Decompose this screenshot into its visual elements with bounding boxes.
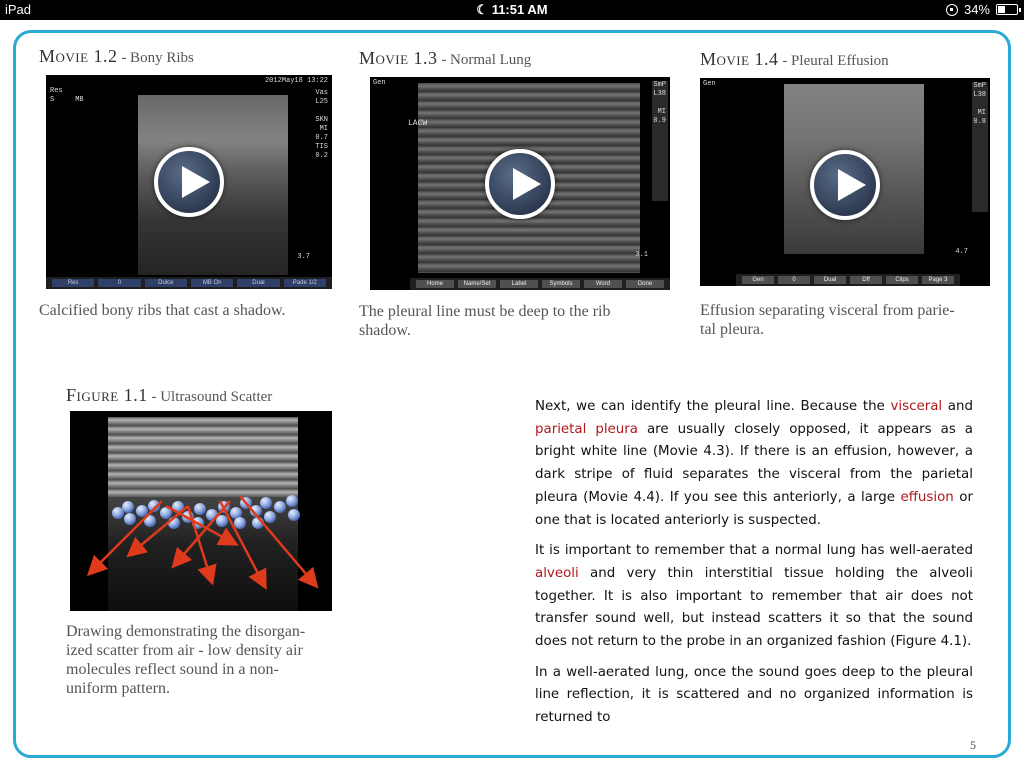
depth-readout: 4.7 [955, 248, 968, 256]
play-button[interactable] [154, 147, 224, 217]
toolbar-label: Res [52, 279, 94, 287]
toolbar-label: Name/Set [458, 280, 496, 288]
body-text [535, 396, 973, 738]
toolbar-label: Dual [814, 276, 846, 284]
glossary-link-parietal-pleura[interactable]: parietal pleura [535, 421, 638, 437]
clock [0, 2, 1024, 18]
toolbar-label: Dff [850, 276, 882, 284]
toolbar-label: Pade 1/2 [284, 279, 326, 287]
figure-1-1-title: Figure 1.1 - Ultrasound Scatter [66, 385, 273, 405]
time-label: 11:51 AM [491, 2, 548, 17]
toolbar-label: Label [500, 280, 538, 288]
status-bar [0, 0, 1024, 20]
toolbar-label: Clips [886, 276, 918, 284]
glossary-link-effusion[interactable]: effusion [900, 489, 954, 505]
scanner-toolbar [410, 278, 670, 290]
movie-1-4-player[interactable] [700, 78, 990, 286]
depth-readout: 3.7 [297, 253, 310, 261]
depth-readout: 3.1 [635, 251, 648, 259]
overlay-top-left: Gen [703, 80, 716, 88]
toolbar-label: Done [626, 280, 664, 288]
toolbar-label: Word [584, 280, 622, 288]
toolbar-label: Home [416, 280, 454, 288]
rotation-lock-icon [946, 4, 958, 16]
toolbar-label: Dulce [145, 279, 187, 287]
movie-1-2-caption: Calcified bony ribs that cast a shadow. [39, 302, 286, 319]
play-button[interactable] [485, 149, 555, 219]
paragraph-2: It is important to remember that a normal lung has well-aerated alveoli and very thin interstitial tissue holding the alveoli together. It is also important to remember that air does not transfer sound well, but instead scatters it so that the sound does not return to the probe in an organized fashion (Figure 4.1). [535, 543, 973, 650]
scanner-toolbar [46, 277, 332, 289]
movie-1-3-caption: The pleural line must be deep to the rib shadow. [359, 303, 611, 339]
movie-1-4-caption: Effusion separating visceral from parie- tal pleura. [700, 302, 955, 338]
play-button[interactable] [810, 150, 880, 220]
movie-1-3-player[interactable] [370, 77, 670, 290]
movie-1-3-title: Movie 1.3 - Normal Lung [359, 48, 532, 68]
overlay-side: SmP L38 MI 0.9 [653, 81, 666, 125]
battery-icon [996, 4, 1018, 15]
scatter-drawing [70, 411, 332, 611]
play-icon [838, 169, 866, 201]
moon-icon: ☾ [476, 2, 489, 17]
toolbar-label: 0 [98, 279, 140, 287]
movie-1-2-title: Movie 1.2 - Bony Ribs [39, 46, 194, 66]
movie-1-2-player[interactable] [46, 75, 332, 289]
glossary-link-alveoli[interactable]: alveoli [535, 565, 579, 581]
glossary-link-visceral[interactable]: visceral [890, 399, 943, 414]
toolbar-label: Dual [237, 279, 279, 287]
toolbar-label: Page 3 [922, 276, 954, 284]
figure-ultrasound-scatter[interactable] [70, 411, 332, 611]
toolbar-label: 0 [778, 276, 810, 284]
battery-percent: 34% [963, 2, 990, 17]
toolbar-label: Gen [742, 276, 774, 284]
play-icon [182, 166, 210, 198]
overlay-side: SmP L38 MI 0.8 [973, 82, 986, 126]
paragraph-1: Next, we can identify the pleural line. Because the visceral and parietal pleura are usually closely opposed, it appears as a bright white line (Movie 4.3). If there is an effusion, however, a dark stripe of fluid separates the visceral from the parietal pleura (Movie 4.4). If you see this anteriorly, a large effusion or one that is located anteriorly is suspected. [535, 399, 973, 528]
toolbar-label: Symbols [542, 280, 580, 288]
overlay-timestamp: 2012May18 13:22 [264, 77, 328, 85]
overlay-top-left: Res S MB [50, 87, 84, 104]
play-icon [513, 168, 541, 200]
movie-1-4-title: Movie 1.4 - Pleural Effusion [700, 49, 889, 69]
overlay-label: LACW [408, 119, 428, 128]
scanner-toolbar [736, 274, 960, 286]
figure-1-1-caption: Drawing demonstrating the disorgan- ized scatter from air - low density air molecules reflect sound in a non- uniform pattern. [66, 623, 306, 697]
status-right [946, 2, 1018, 17]
paragraph-3: In a well-aerated lung, once the sound goes deep to the pleural line reflection, it is scattered and no organized information is returned to [535, 664, 973, 726]
overlay-top-left: Gen [373, 79, 386, 87]
overlay-side: Vas L25 SKN MI 0.7 TIS 0.2 [315, 89, 328, 160]
book-page [0, 20, 1024, 768]
page-number: 5 [970, 738, 976, 752]
toolbar-label: MB On [191, 279, 233, 287]
device-name: iPad [5, 2, 32, 17]
